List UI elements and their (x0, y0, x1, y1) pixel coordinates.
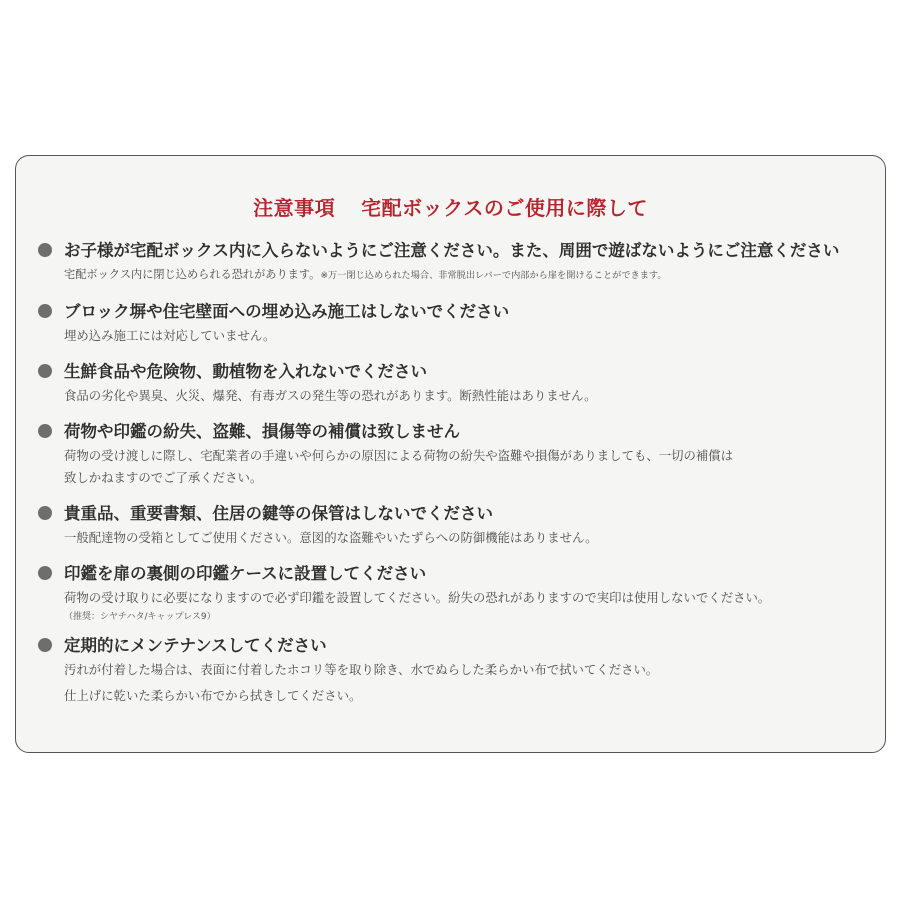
bullet-icon (38, 566, 52, 580)
bullet-icon (38, 506, 52, 520)
title-main: 注意事項 (253, 196, 336, 220)
caution-description-line-1: 汚れが付着した場合は、表面に付着したホコリ等を取り除き、水でぬらした柔らかい布で拭いてください。 (64, 662, 659, 677)
caution-item-seal (38, 563, 868, 625)
bullet-icon (38, 304, 52, 318)
caution-description-main: 宅配ボックス内に閉じ込められる恐れがあります。 (64, 268, 321, 281)
title-sub: 宅配ボックスのご使用に際して (361, 196, 648, 220)
bullet-icon (38, 424, 52, 438)
caution-description (64, 264, 868, 287)
caution-list (38, 240, 868, 721)
page-title (16, 192, 885, 221)
caution-description-line-2: 仕上げに乾いた柔らかい布でから拭きしてください。 (64, 688, 362, 703)
caution-note: （推奨：シヤチハタ/キャップレス9） (64, 612, 216, 622)
caution-heading: ブロック塀や住宅壁面への埋め込み施工はしないでください (64, 302, 510, 321)
caution-description-line-2: 致しかねますのでご了承ください。 (64, 470, 263, 485)
bullet-icon (38, 638, 52, 652)
caution-description: 埋め込み施工には対応していません。 (64, 328, 276, 343)
caution-item-maintenance (38, 635, 868, 707)
caution-heading: お子様が宅配ボックス内に入らないようにご注意ください。また、周囲で遊ばないようにご注意ください (64, 241, 840, 260)
caution-heading: 定期的にメンテナンスしてください (64, 636, 327, 655)
caution-panel (15, 155, 886, 753)
caution-heading: 印鑑を扉の裏側の印鑑ケースに設置してください (64, 564, 427, 583)
caution-item-embedding (38, 301, 868, 347)
caution-item-perishables (38, 361, 868, 407)
caution-description: 食品の劣化や異臭、火災、爆発、有毒ガスの発生等の恐れがあります。断熱性能はありません。 (64, 388, 597, 403)
caution-heading: 荷物や印鑑の紛失、盗難、損傷等の補償は致しません (64, 422, 460, 441)
caution-heading: 貴重品、重要書類、住居の鍵等の保管はしないでください (64, 504, 493, 523)
caution-heading: 生鮮食品や危険物、動植物を入れないでください (64, 362, 427, 381)
bullet-icon (38, 364, 52, 378)
caution-description: 一般配達物の受箱としてご使用ください。意図的な盗難やいたずらへの防御機能はありません。 (64, 530, 598, 545)
bullet-icon (38, 243, 52, 257)
caution-description-line-1: 荷物の受け渡しに際し、宅配業者の手違いや何らかの原因による荷物の紛失や盗難や損傷がありましても、一切の補償は (64, 448, 734, 463)
caution-description: 荷物の受け取りに必要になりますので必ず印鑑を設置してください。紛失の恐れがありますので実印は使用しないでください。 (64, 590, 771, 605)
caution-item-valuables (38, 503, 868, 549)
caution-item-compensation (38, 421, 868, 489)
caution-item-children (38, 240, 868, 287)
caution-description-fine: ※万一閉じ込められた場合、非常脱出レバーで内部から扉を開けることができます。 (320, 270, 667, 281)
